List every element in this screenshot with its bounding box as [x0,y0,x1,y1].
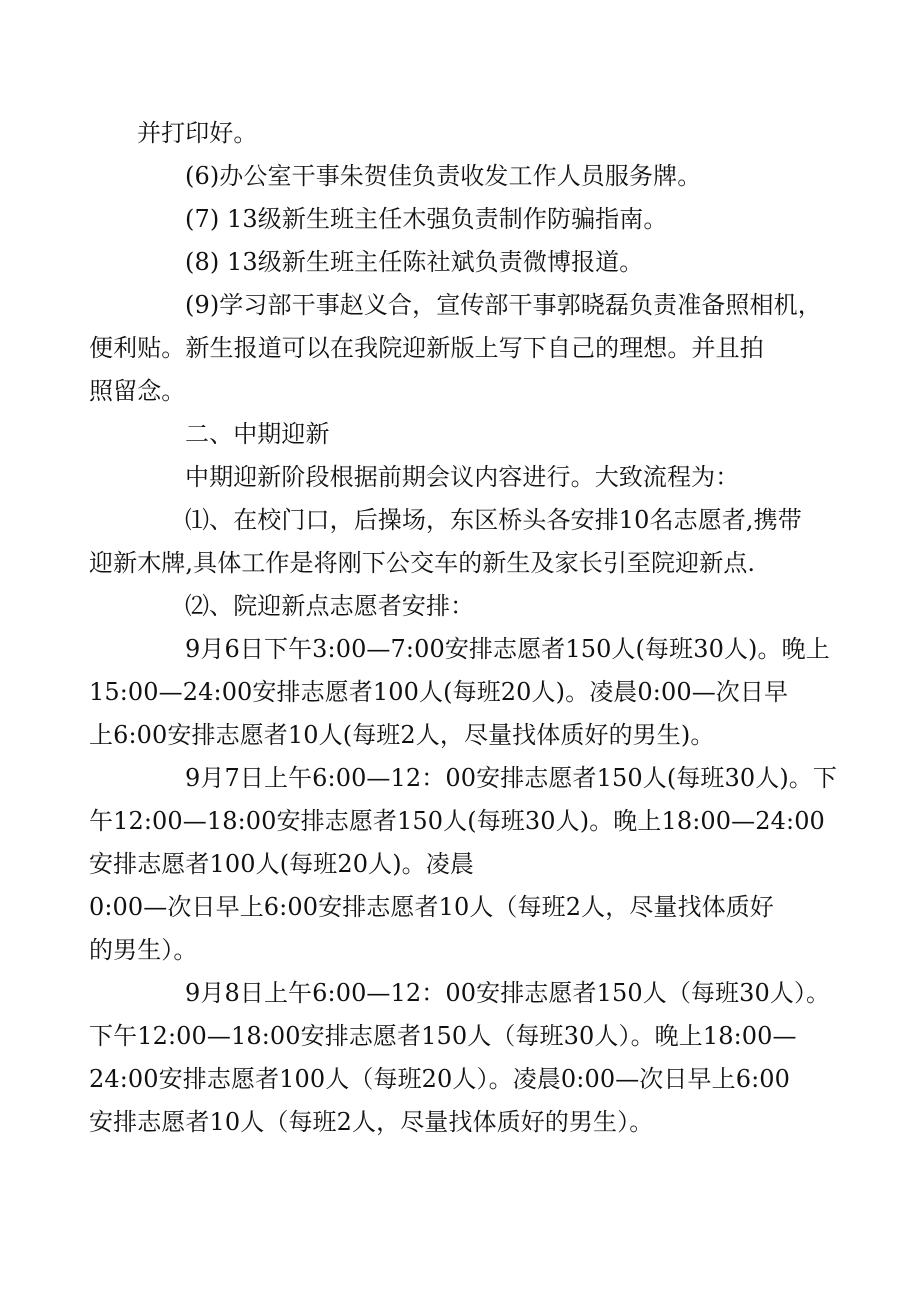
text-line: 照留念。 [89,377,186,405]
document-body [89,112,837,1144]
text-line: (7) 13级新生班主任木强负责制作防骗指南。 [185,205,668,233]
text-line: 下午12:00—18:00安排志愿者150人（每班30人）。晚上18:00— [89,1022,797,1050]
text-line: 24:00安排志愿者100人（每班20人）。凌晨0:00—次日早上6:00 [89,1065,790,1093]
text-line: 9月8日上午6:00—12：00安排志愿者150人（每班30人）。 [185,979,831,1007]
text-line: 并打印好。 [137,119,258,147]
text-line: 9月7日上午6:00—12：00安排志愿者150人(每班30人)。下 [185,764,837,792]
text-line: (6)办公室干事朱贺佳负责收发工作人员服务牌。 [185,162,702,190]
text-line: 中期迎新阶段根据前期会议内容进行。大致流程为： [185,463,740,491]
text-line: 便利贴。新生报道可以在我院迎新版上写下自己的理想。并且拍 [89,334,764,362]
text-line: ⑴、在校门口，后操场，东区桥头各安排10名志愿者,携带 [185,506,802,534]
text-line: (8) 13级新生班主任陈社斌负责微博报道。 [185,248,644,276]
paragraph-sep-6 [89,628,830,757]
text-line: 午12:00—18:00安排志愿者150人(每班30人)。晚上18:00—24:00 [89,807,825,835]
text-line: (9)学习部干事赵义合，宣传部干事郭晓磊负责准备照相机， [185,291,822,319]
paragraph-item-6 [137,155,787,198]
paragraph-sep-8 [89,972,831,1144]
text-line: 迎新木牌,具体工作是将刚下公交车的新生及家长引至院迎新点. [89,549,756,577]
paragraph-print-ready [137,112,787,155]
text-line: 安排志愿者100人(每班20人)。凌晨 [89,850,474,878]
paragraph-step-2 [137,585,787,628]
text-line: 的男生）。 [89,936,198,964]
text-line: 安排志愿者10人（每班2人，尽量找体质好的男生）。 [89,1108,654,1136]
text-line: 0:00—次日早上6:00安排志愿者10人（每班2人，尽量找体质好 [89,893,774,921]
section-title-mid-welcome [137,413,787,456]
paragraph-process-intro [137,456,787,499]
paragraph-sep-7 [89,757,837,972]
text-line: 9月6日下午3:00—7:00安排志愿者150人(每班30人)。晚上 [185,635,830,663]
paragraph-step-1 [89,499,802,585]
paragraph-item-9 [89,284,822,413]
paragraph-item-7 [137,198,787,241]
paragraph-item-8 [137,241,787,284]
text-line: 上6:00安排志愿者10人(每班2人，尽量找体质好的男生)。 [89,721,715,749]
text-line: 二、中期迎新 [185,420,330,448]
text-line: ⑵、院迎新点志愿者安排： [185,592,475,620]
text-line: 15:00—24:00安排志愿者100人(每班20人)。凌晨0:00—次日早 [89,678,789,706]
